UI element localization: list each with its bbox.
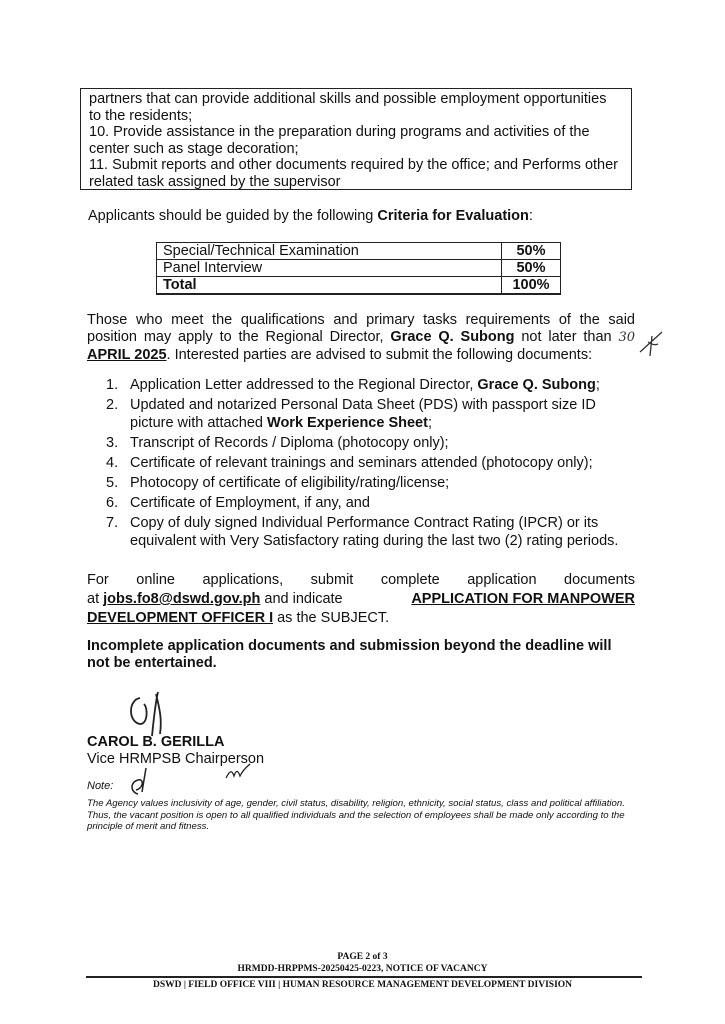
initial-mark-icon: [224, 762, 254, 782]
duties-line: 10. Provide assistance in the preparation during programs and activities of the: [89, 124, 590, 141]
online-application-paragraph: [87, 571, 635, 628]
regional-director-name: Grace Q. Subong: [390, 328, 515, 345]
initial-mark-icon: [636, 328, 666, 358]
paragraph-line: DEVELOPMENT OFFICER I as the SUBJECT.: [87, 610, 390, 626]
initial-mark-icon: [124, 764, 154, 798]
criteria-weight: 50%: [502, 243, 561, 260]
criteria-weight: 50%: [502, 260, 561, 277]
document-reference: HRMDD-HRPPMS-20250425-0223, NOTICE OF VACANCY: [237, 964, 488, 974]
list-item: 7. Copy of duly signed Individual Performance Contract Rating (IPCR) or its equivalent with Very Satisfactory rating during the last two (2) rating periods.: [106, 515, 619, 549]
criteria-intro: Applicants should be guided by the following Criteria for Evaluation:: [88, 208, 533, 224]
duties-line: partners that can provide additional skills and possible employment opportunities: [89, 91, 607, 107]
duties-line: center such as stage decoration;: [89, 140, 299, 157]
list-item: 1. Application Letter addressed to the Regional Director, Grace Q. Subong;: [106, 377, 600, 393]
criteria-name: Special/Technical Examination: [157, 243, 502, 260]
documents-list: [106, 376, 638, 552]
criteria-name: Panel Interview: [157, 260, 502, 277]
paragraph-line: APRIL 2025. Interested parties are advised to submit the following documents:: [87, 346, 593, 363]
paragraph-line: Those who meet the qualifications and primary tasks requirements of the said: [87, 312, 635, 328]
footer-divider: [86, 976, 642, 978]
table-row: [157, 243, 561, 260]
paragraph-line: position may apply to the Regional Director, Grace Q. Subong not later than 30: [87, 328, 636, 345]
email-link[interactable]: jobs.fo8@dswd.gov.ph: [103, 591, 261, 607]
list-item: 3. Transcript of Records / Diploma (photocopy only);: [106, 435, 449, 451]
criteria-total-label: Total: [157, 277, 502, 295]
duties-box: [80, 88, 632, 190]
duties-line: to the residents;: [89, 107, 193, 124]
list-item: 6. Certificate of Employment, if any, and: [106, 495, 370, 511]
subject-text: DEVELOPMENT OFFICER I: [87, 610, 274, 626]
subject-text: APPLICATION FOR MANPOWER: [411, 591, 635, 607]
note-label: Note:: [87, 780, 114, 792]
signatory-name: CAROL B. GERILLA: [87, 734, 225, 750]
criteria-heading: Criteria for Evaluation: [377, 208, 529, 224]
list-item: 2. Updated and notarized Personal Data Sheet (PDS) with passport size ID picture with attached Work Experience Sheet;: [106, 397, 596, 431]
signatory-title: Vice HRMPSB Chairperson: [87, 751, 265, 767]
duties-line: related task assigned by the supervisor: [89, 173, 341, 190]
table-row-total: [157, 277, 561, 295]
list-item: 4. Certificate of relevant trainings and seminars attended (photocopy only);: [106, 455, 593, 471]
page-number: PAGE 2 of 3: [337, 952, 388, 962]
table-row: [157, 260, 561, 277]
deadline-warning: Incomplete application documents and submission beyond the deadline will not be entertained.: [87, 638, 612, 671]
paragraph-line: For online applications, submit complete application documents: [87, 572, 635, 588]
handwritten-date: 30: [618, 329, 636, 345]
application-paragraph: [87, 312, 635, 363]
note-text: The Agency values inclusivity of age, gender, civil status, disability, religion, ethnicity, social status, class and political affiliation. Thus, the vacant position is open to all qualified individuals and the selection of employees shall be made only according to the principle of merit and fitness.: [87, 798, 625, 832]
list-item: 5. Photocopy of certificate of eligibility/rating/license;: [106, 475, 450, 491]
criteria-total-weight: 100%: [502, 277, 561, 295]
duties-line: 11. Submit reports and other documents required by the office; and Performs other: [89, 157, 619, 174]
footer-organization: DSWD | FIELD OFFICE VIII | HUMAN RESOURCE MANAGEMENT DEVELOPMENT DIVISION: [152, 980, 573, 990]
paragraph-line: at jobs.fo8@dswd.gov.ph and indicate APPLICATION FOR MANPOWER: [87, 591, 635, 607]
criteria-table: [156, 242, 561, 295]
deadline: APRIL 2025: [87, 346, 167, 363]
